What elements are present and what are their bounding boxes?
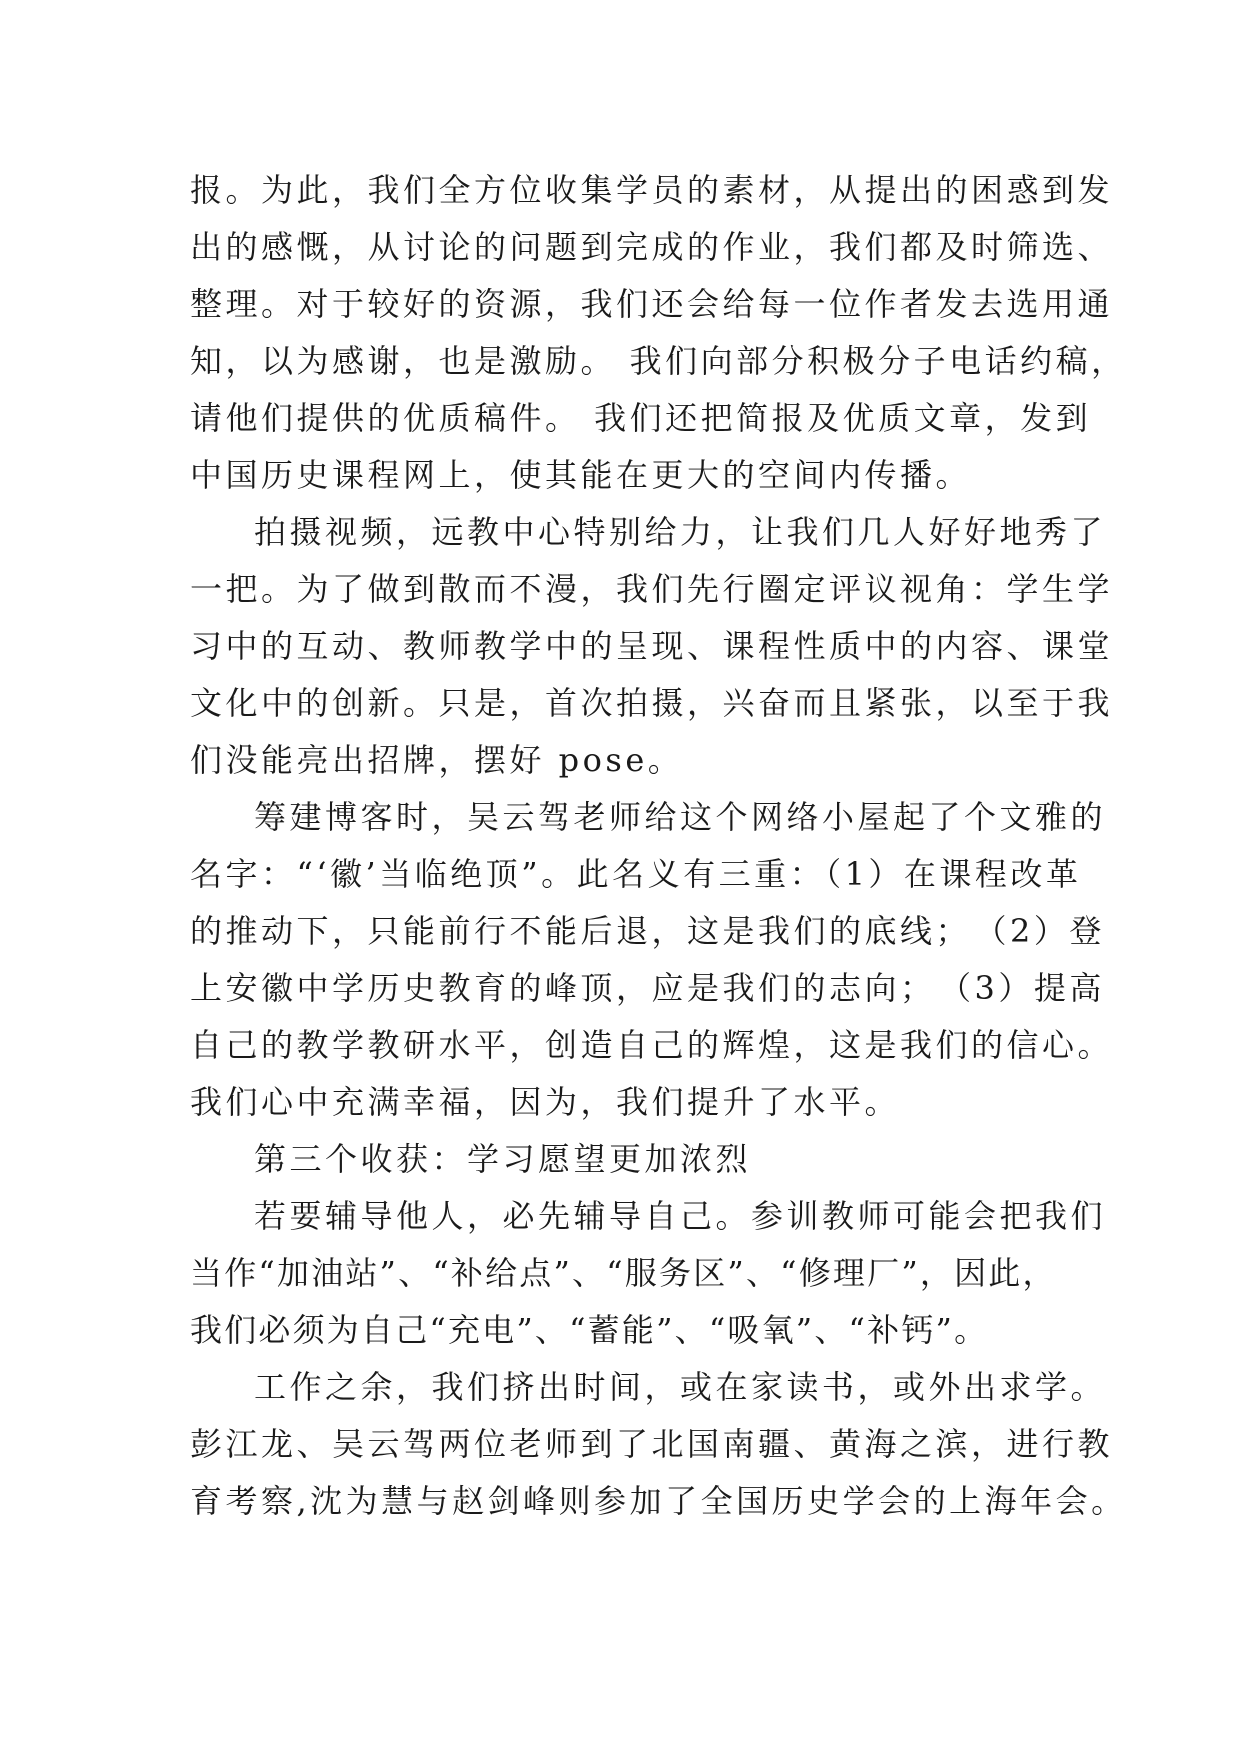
paragraph-line: 名字：“‘徽’当临绝顶”。此名义有三重：（1）在课程改革 — [190, 855, 1082, 893]
paragraph-line: 中国历史课程网上，使其能在更大的空间内传播。 — [190, 456, 972, 494]
paragraph-line: 习中的互动、教师教学中的呈现、课程性质中的内容、课堂 — [190, 627, 1114, 665]
paragraph-line: 出的感慨，从讨论的问题到完成的作业，我们都及时筛选、 — [190, 228, 1114, 266]
paragraph-line: 上安徽中学历史教育的峰顶，应是我们的志向； （3）提高 — [190, 969, 1105, 1007]
paragraph-line: 筹建博客时，吴云驾老师给这个网络小屋起了个文雅的 — [254, 798, 1107, 836]
section-heading: 第三个收获：学习愿望更加浓烈 — [254, 1140, 752, 1178]
paragraph-line: 报。为此，我们全方位收集学员的素材，从提出的困惑到发 — [190, 171, 1114, 209]
paragraph-line: 工作之余，我们挤出时间，或在家读书，或外出求学。 — [254, 1368, 1107, 1406]
paragraph-line: 彭江龙、吴云驾两位老师到了北国南疆、黄海之滨，进行教 — [190, 1425, 1114, 1463]
paragraph-line: 我们必须为自己“充电”、“蓄能”、“吸氧”、“补钙”。 — [190, 1311, 989, 1349]
paragraph-line: 整理。对于较好的资源，我们还会给每一位作者发去选用通 — [190, 285, 1114, 323]
paragraph-line: 请他们提供的优质稿件。 我们还把简报及优质文章，发到 — [190, 399, 1092, 437]
paragraph-line: 当作“加油站”、“补给点”、“服务区”、“修理厂”，因此， — [190, 1254, 1057, 1292]
document-body — [190, 162, 1127, 1530]
paragraph-line: 若要辅导他人，必先辅导自己。参训教师可能会把我们 — [254, 1197, 1107, 1235]
paragraph-line: 的推动下，只能前行不能后退，这是我们的底线； （2）登 — [190, 912, 1105, 950]
paragraph-line: 一把。为了做到散而不漫，我们先行圈定评议视角：学生学 — [190, 570, 1114, 608]
paragraph-line: 我们心中充满幸福，因为，我们提升了水平。 — [190, 1083, 901, 1121]
paragraph-line: 育考察,沈为慧与赵剑峰则参加了全国历史学会的上海年会。 — [190, 1482, 1127, 1520]
paragraph-line: 自己的教学教研水平，创造自己的辉煌，这是我们的信心。 — [190, 1026, 1114, 1064]
paragraph-line: 们没能亮出招牌，摆好 pose。 — [190, 741, 684, 779]
paragraph-line: 文化中的创新。只是，首次拍摄，兴奋而且紧张，以至于我 — [190, 684, 1114, 722]
paragraph-line: 拍摄视频，远教中心特别给力，让我们几人好好地秀了 — [254, 513, 1107, 551]
paragraph-line: 知，以为感谢，也是激励。 我们向部分积极分子电话约稿， — [190, 342, 1127, 380]
